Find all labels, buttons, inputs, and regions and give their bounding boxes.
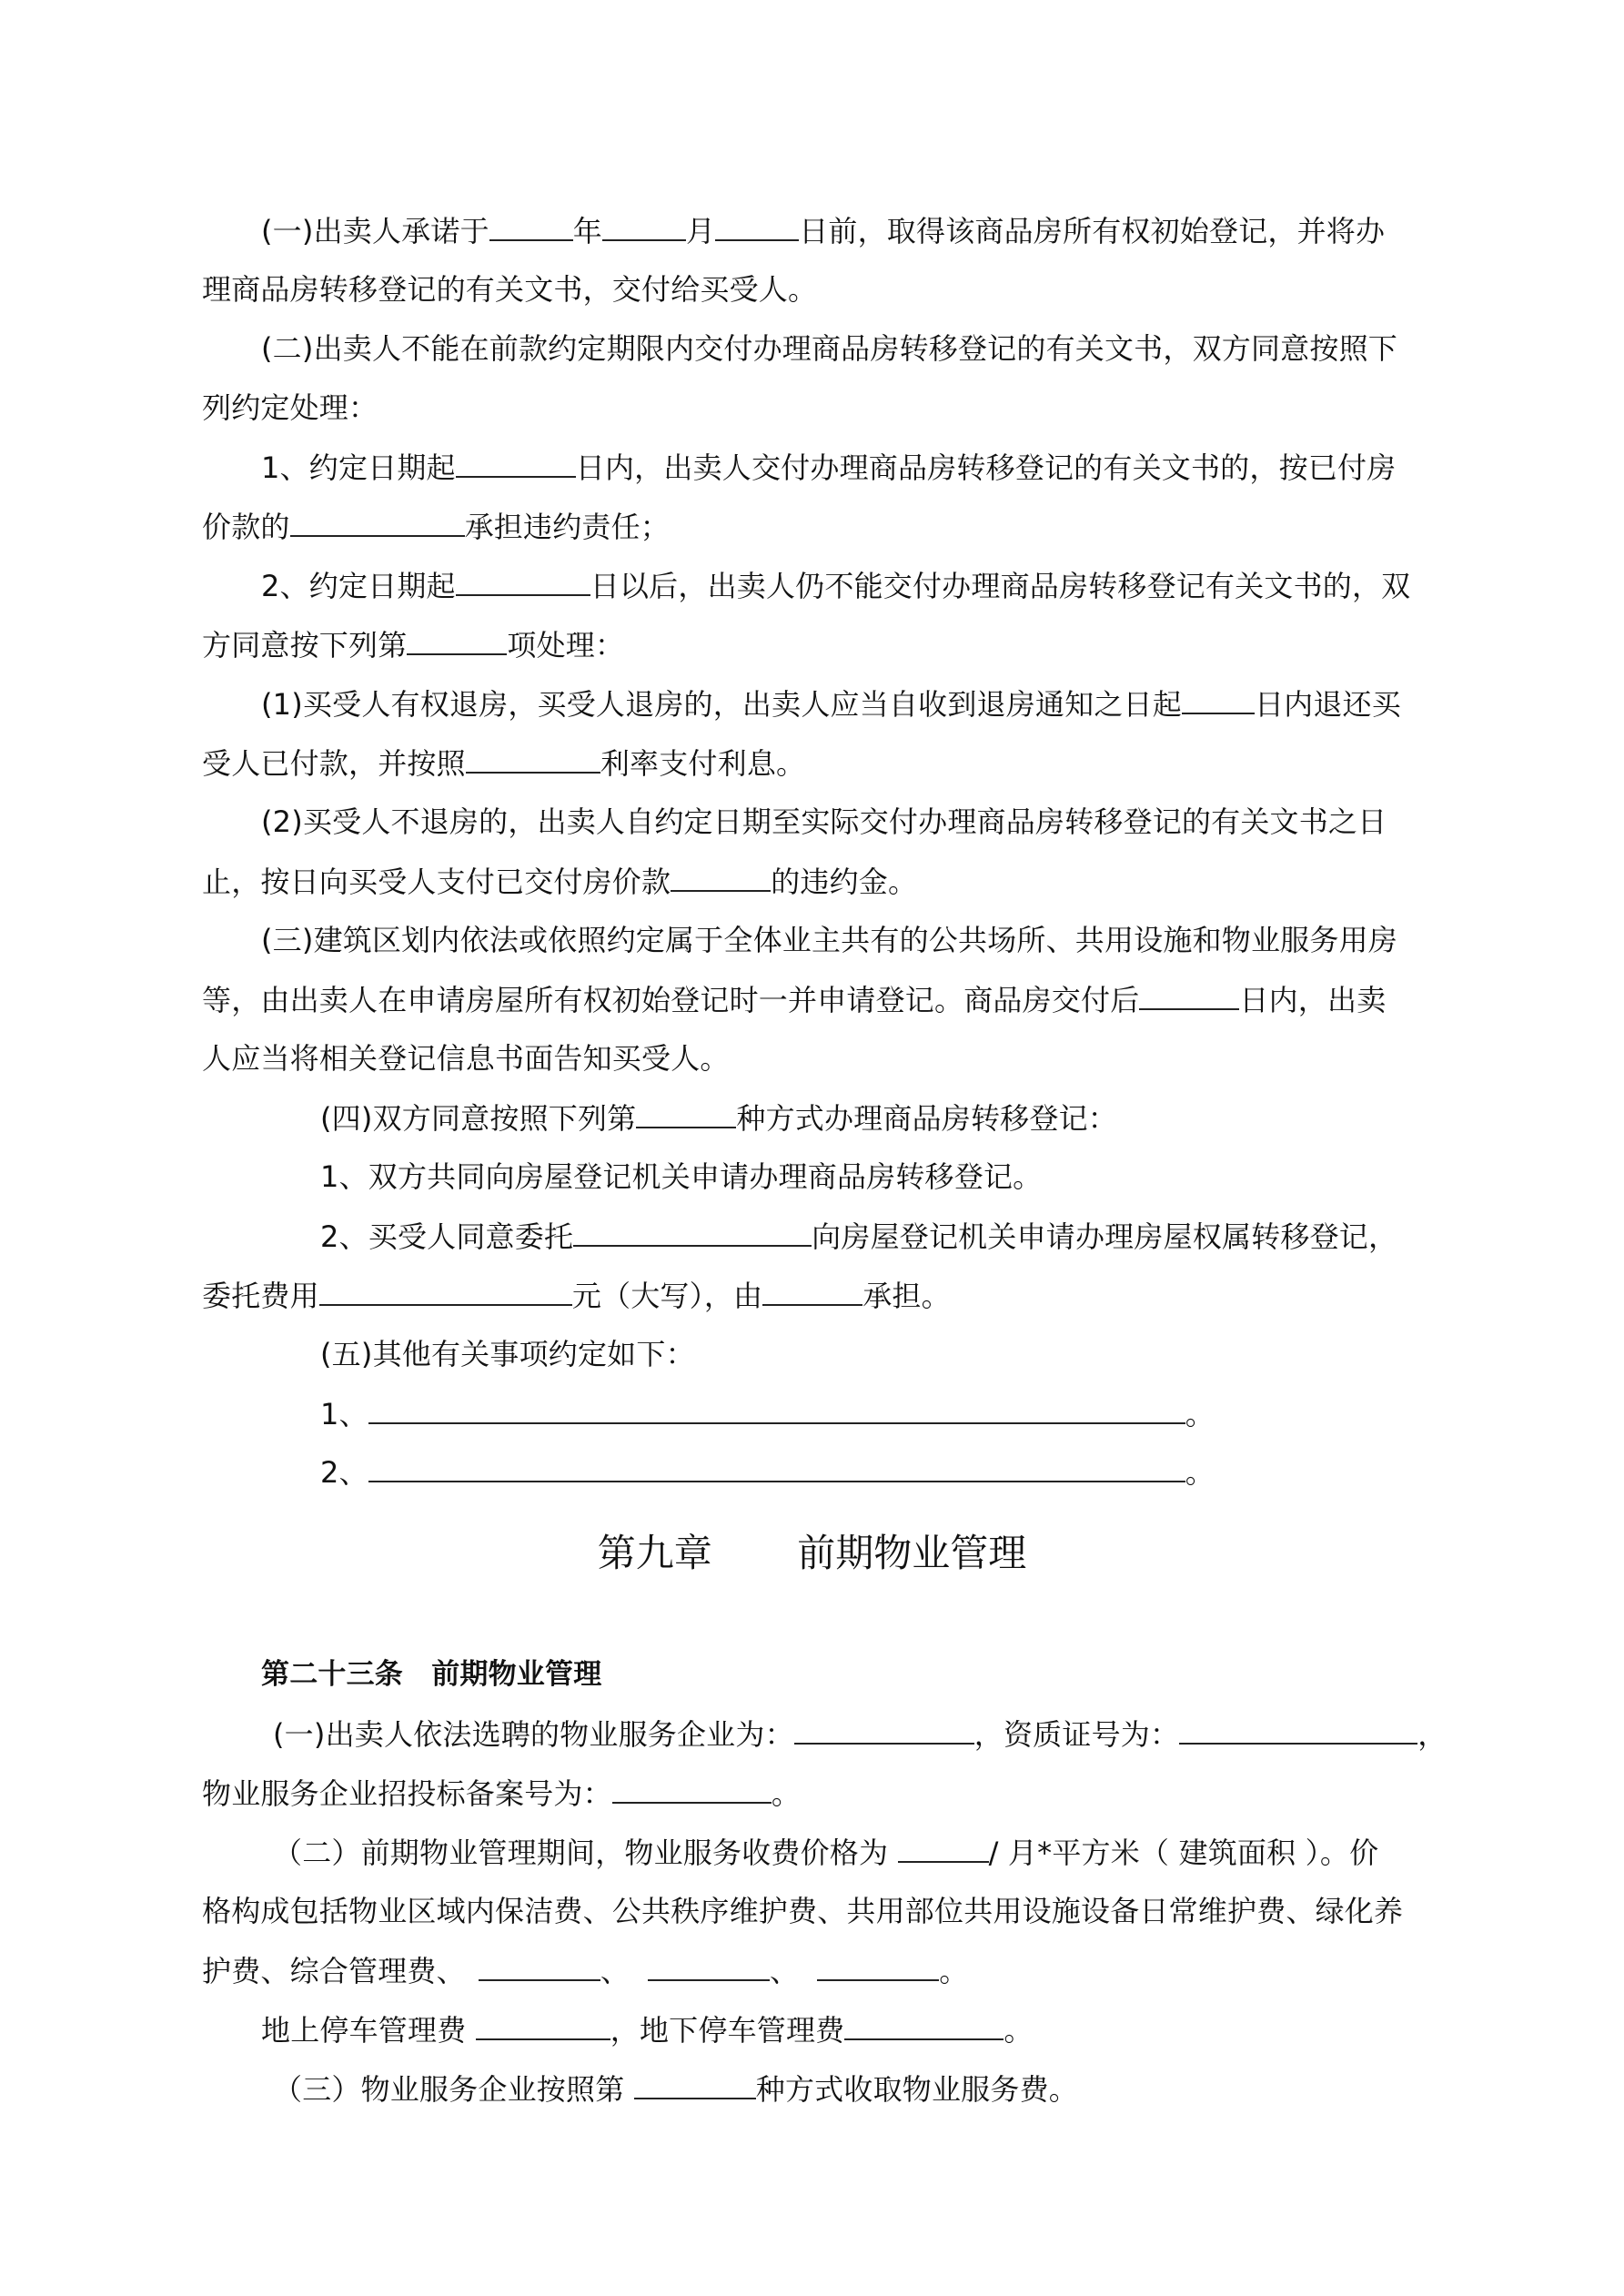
text: 日内，出卖人交付办理商品房转移登记的有关文书的，按已付房 — [575, 450, 1397, 485]
paragraph-line — [202, 508, 670, 545]
paragraph-line — [202, 1775, 801, 1812]
text: 承担违约责任； — [464, 510, 671, 544]
text: ，地下停车管理费 — [610, 2013, 845, 2048]
text: 日内，出卖 — [1239, 983, 1387, 1017]
blank-qualification[interactable] — [1179, 1715, 1417, 1745]
text: 承担。 — [862, 1279, 951, 1313]
blank-days[interactable] — [456, 449, 576, 478]
text: 。 — [1185, 1455, 1215, 1490]
blank-company[interactable] — [794, 1715, 974, 1745]
paragraph-line — [202, 744, 805, 782]
other-item-2 — [320, 1453, 1215, 1491]
blank-rate[interactable] — [466, 744, 600, 774]
text: 、 — [600, 1954, 630, 1988]
text: 元（大写），由 — [571, 1279, 763, 1313]
text: 第二十三条 前期物业管理 — [261, 1658, 602, 1691]
text: 受人已付款，并按照 — [202, 746, 466, 781]
paragraph-parking — [261, 2011, 1034, 2048]
paragraph-line — [202, 981, 1386, 1018]
paragraph-seller-promise — [261, 212, 1385, 249]
blank-fee-item-3[interactable] — [817, 1952, 939, 1981]
clause-2 — [261, 567, 1410, 604]
text: 人应当将相关登记信息书面告知买受人。 — [202, 1041, 730, 1076]
blank-fee-price[interactable] — [898, 1834, 989, 1863]
blank-item[interactable] — [407, 626, 507, 655]
text: 日前，取得该商品房所有权初始登记，并将办 — [799, 214, 1386, 248]
text: 委托费用 — [202, 1279, 319, 1313]
text: (2)买受人不退房的，出卖人自约定日期至实际交付办理商品房转移登记的有关文书之日 — [261, 804, 1387, 839]
blank-fee-item-2[interactable] — [648, 1952, 770, 1981]
paragraph-line — [202, 1893, 1403, 1929]
paragraph-line — [202, 271, 817, 308]
option-1 — [320, 1158, 1042, 1195]
text: 列约定处理： — [202, 390, 378, 425]
chapter-title: 前期物业管理 — [797, 1531, 1027, 1575]
text: 2、买受人同意委托 — [320, 1219, 574, 1254]
text: (一)出卖人依法选聘的物业服务企业为： — [273, 1717, 794, 1752]
blank-method[interactable] — [636, 1099, 736, 1128]
text: 日内退还买 — [1254, 687, 1401, 722]
blank-days[interactable] — [456, 567, 590, 596]
text: (一)出卖人承诺于 — [261, 214, 489, 248]
text: 。 — [939, 1954, 969, 1988]
chapter-number: 第九章 — [597, 1531, 712, 1575]
text: 。 — [1004, 2013, 1034, 2048]
text: 、 — [770, 1954, 800, 1988]
text: / 月*平方米（ 建筑面积 ）。价 — [988, 1836, 1379, 1870]
text: 向房屋登记机关申请办理房屋权属转移登记， — [812, 1219, 1398, 1254]
chapter-heading — [0, 1531, 1624, 1576]
text: 的违约金。 — [771, 865, 918, 899]
other-item-1 — [320, 1395, 1215, 1432]
text: 等，由出卖人在申请房屋所有权初始登记时一并申请登记。商品房交付后 — [202, 983, 1140, 1017]
text: 理商品房转移登记的有关文书，交付给买受人。 — [202, 272, 818, 307]
paragraph-fee-method — [273, 2070, 1078, 2108]
text: 格构成包括物业区域内保洁费、公共秩序维护费、共用部位共用设施设备日常维护费、绿化养 — [202, 1894, 1404, 1928]
subclause-2 — [261, 804, 1387, 840]
text: 。 — [1185, 1397, 1215, 1431]
paragraph-line — [202, 389, 378, 426]
text: ， — [1417, 1717, 1447, 1752]
text: （三）物业服务企业按照第 — [273, 2072, 634, 2107]
text: 地上停车管理费 — [261, 2013, 476, 2048]
subclause-1 — [261, 685, 1401, 723]
blank-penalty-rate[interactable] — [671, 863, 771, 892]
paragraph-line — [202, 1040, 730, 1077]
blank-payer[interactable] — [762, 1277, 862, 1306]
paragraph-property-company — [273, 1715, 1447, 1753]
paragraph-common-areas — [261, 922, 1397, 958]
text: 1、 — [320, 1397, 368, 1431]
blank-other-1[interactable] — [368, 1395, 1185, 1424]
blank-fee[interactable] — [319, 1277, 572, 1306]
blank-penalty[interactable] — [290, 508, 465, 537]
text: (五)其他有关事项约定如下： — [320, 1337, 695, 1371]
text: 项处理： — [507, 628, 625, 663]
article-heading — [261, 1656, 601, 1693]
text: 种方式收取物业服务费。 — [755, 2072, 1078, 2107]
blank-other-2[interactable] — [368, 1453, 1185, 1482]
paragraph-registration-method — [320, 1099, 1117, 1137]
blank-method[interactable] — [634, 2070, 756, 2099]
paragraph-line — [202, 1277, 951, 1314]
text: (二)出卖人不能在前款约定期限内交付办理商品房转移登记的有关文书，双方同意按照下 — [261, 331, 1397, 366]
paragraph-line — [202, 1952, 968, 1989]
option-2 — [320, 1218, 1397, 1255]
text: 月 — [685, 214, 716, 248]
paragraph-line — [202, 863, 917, 900]
text: (四)双方同意按照下列第 — [320, 1101, 637, 1136]
text: 种方式办理商品房转移登记： — [736, 1101, 1117, 1136]
text: 方同意按下列第 — [202, 628, 408, 663]
blank-agent[interactable] — [573, 1218, 812, 1247]
paragraph-line — [202, 626, 624, 663]
paragraph-seller-failure — [261, 330, 1397, 367]
text: (1)买受人有权退房，买受人退房的，出卖人应当自收到退房通知之日起 — [261, 687, 1182, 722]
blank-record-number[interactable] — [612, 1775, 772, 1804]
blank-month[interactable] — [602, 212, 686, 241]
text: （二）前期物业管理期间，物业服务收费价格为 — [273, 1836, 898, 1870]
clause-1 — [261, 449, 1396, 486]
paragraph-other-matters — [320, 1336, 695, 1372]
text: 2、约定日期起 — [261, 569, 456, 603]
text: 物业服务企业招投标备案号为： — [202, 1776, 612, 1811]
text: 止，按日向买受人支付已交付房价款 — [202, 865, 671, 899]
blank-days[interactable] — [1139, 981, 1239, 1010]
blank-underground-parking[interactable] — [844, 2011, 1004, 2040]
text: 利率支付利息。 — [600, 746, 806, 781]
paragraph-fee — [273, 1834, 1378, 1871]
blank-fee-item-1[interactable] — [479, 1952, 600, 1981]
text: 1、约定日期起 — [261, 450, 456, 485]
text: 。 — [771, 1776, 802, 1811]
blank-year[interactable] — [489, 212, 573, 241]
text: ，资质证号为： — [973, 1717, 1180, 1752]
text: 年 — [572, 214, 602, 248]
blank-days[interactable] — [1182, 685, 1255, 714]
blank-above-ground-parking[interactable] — [476, 2011, 610, 2040]
text: 日以后，出卖人仍不能交付办理商品房转移登记有关文书的，双 — [590, 569, 1411, 603]
text: 价款的 — [202, 510, 290, 544]
text: 2、 — [320, 1455, 368, 1490]
text: 1、双方共同向房屋登记机关申请办理商品房转移登记。 — [320, 1159, 1043, 1194]
blank-day[interactable] — [715, 212, 799, 241]
text: 护费、综合管理费、 — [202, 1954, 466, 1988]
text: (三)建筑区划内依法或依照约定属于全体业主共有的公共场所、共用设施和物业服务用房 — [261, 923, 1397, 957]
